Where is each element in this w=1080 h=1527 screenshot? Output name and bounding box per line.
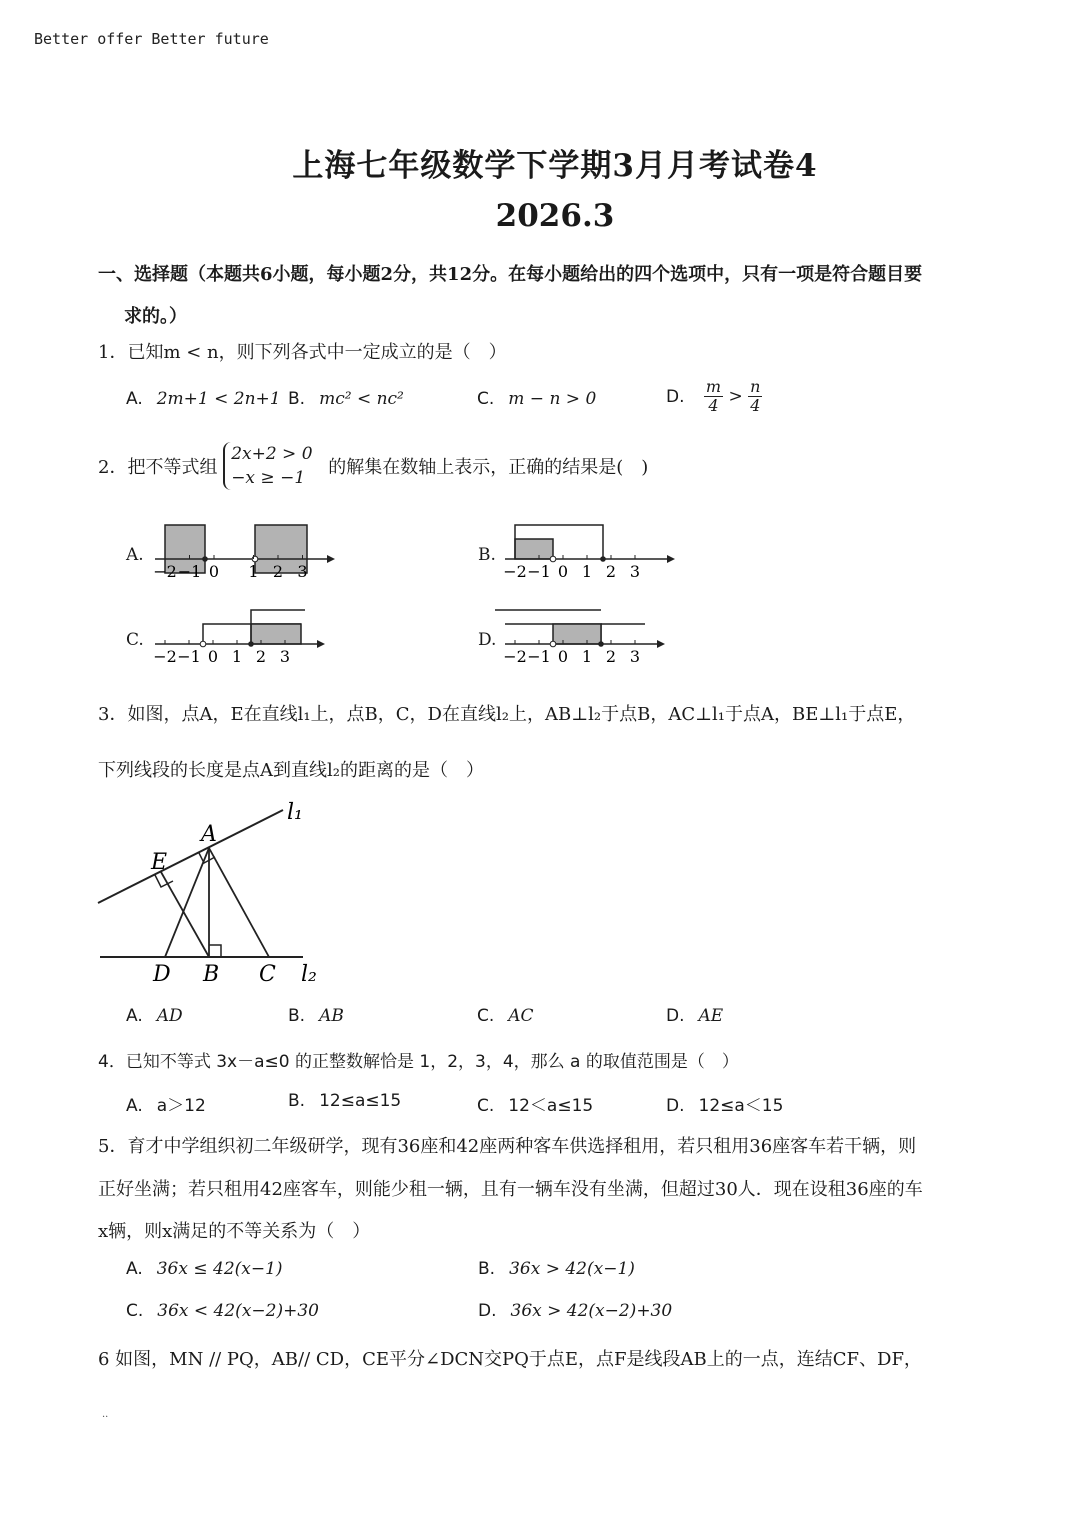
q3-geometry-figure	[95, 795, 335, 995]
label-c: C	[259, 962, 276, 987]
exam-date: 2026.3	[495, 198, 615, 234]
tick-label: 3	[629, 647, 641, 666]
q2-numberline-d	[505, 600, 695, 670]
axis-arrow	[327, 555, 335, 563]
q1-option-d	[666, 378, 762, 415]
q3-option-c: C. AC	[477, 1006, 534, 1026]
axis-arrow	[657, 640, 665, 648]
system-line-2: −x ≥ −1	[231, 468, 306, 488]
question-3-line2: 下列线段的长度是点A到直线l₂的距离的是（ ）	[98, 760, 484, 781]
tick-label: −2	[153, 647, 177, 666]
tick-label: −1	[177, 647, 201, 666]
option-label: A.	[126, 389, 143, 409]
question-5-line2: 正好坐满；若只租用42座客车，则能少租一辆，且有一辆车没有坐满，但超过30人．现在设租36座的车	[98, 1179, 923, 1200]
question-6-line1: 6 如图，MN // PQ，AB// CD，CE平分∠DCN交PQ于点E，点F是线段AB上的一点，连结CF、DF，	[98, 1349, 922, 1370]
header-tag: Better offer Better future	[34, 30, 269, 48]
q1-option-b	[288, 389, 404, 409]
tick-label: 0	[557, 647, 569, 666]
q2-option-d-label: D.	[478, 630, 497, 650]
tick-label: −2	[503, 562, 527, 581]
page-title: 上海七年级数学下学期3月月考试卷4	[292, 148, 818, 184]
tick-label: 1	[581, 647, 593, 666]
option-label: C.	[477, 389, 495, 409]
tick-label: 1	[581, 562, 593, 581]
label-l1: l₁	[287, 800, 303, 825]
section-heading-line2: 求的。）	[124, 306, 187, 327]
tick-label: 3	[297, 562, 308, 581]
q2-option-c-label: C.	[126, 630, 144, 650]
option-text: m − n > 0	[508, 389, 597, 409]
q5-option-d: D. 36x > 42(x−2)+30	[478, 1301, 673, 1321]
label-a: A	[201, 822, 217, 847]
tick-label: −1	[527, 562, 551, 581]
q4-option-a: A. a＞12	[126, 1096, 206, 1116]
comparison-op: >	[728, 386, 743, 407]
q2-option-b-label: B.	[478, 545, 496, 565]
solid-dot	[598, 641, 604, 647]
shaded-region	[553, 624, 601, 644]
tick-label: 0	[207, 647, 219, 666]
q4-option-c: C. 12＜a≤15	[477, 1096, 594, 1116]
tick-label: −1	[177, 562, 202, 581]
option-text: mc² < nc²	[319, 389, 404, 409]
solid-dot	[248, 641, 254, 647]
q5-option-b: B. 36x > 42(x−1)	[478, 1259, 635, 1279]
label-l2: l₂	[301, 962, 317, 987]
footer-mark: ··	[102, 1412, 109, 1423]
tick-label: −2	[503, 647, 527, 666]
question-4-stem: 4．已知不等式 3x－a≤0 的正整数解恰是 1，2，3，4，那么 a 的取值范围是（ ）	[98, 1052, 739, 1072]
open-dot	[200, 641, 206, 647]
question-5-line3: x辆，则x满足的不等关系为（ ）	[98, 1221, 371, 1242]
section-heading-line1: 一、选择题（本题共6小题，每小题2分，共12分。在每小题给出的四个选项中，只有一项是符合题目要	[98, 264, 923, 285]
q2-stem-suffix: 的解集在数轴上表示，正确的结果是( )	[328, 457, 649, 478]
line-l1	[98, 810, 283, 903]
q2-numberline-b	[505, 515, 695, 585]
shaded-region	[515, 539, 553, 559]
q3-option-d: D. AE	[666, 1006, 724, 1026]
question-1-stem: 1．已知m < n，则下列各式中一定成立的是（ ）	[98, 342, 507, 363]
q4-option-b: B. 12≤a≤15	[288, 1091, 402, 1111]
section-heading	[98, 254, 998, 338]
tick-label: 0	[557, 562, 569, 581]
q4-option-d: D. 12≤a＜15	[666, 1096, 784, 1116]
q5-option-a: A. 36x ≤ 42(x−1)	[126, 1259, 283, 1279]
right-angle-b	[209, 945, 221, 957]
axis-arrow	[317, 640, 325, 648]
tick-label: 3	[279, 647, 291, 666]
tick-label: −1	[527, 647, 551, 666]
tick-label: 2	[272, 562, 284, 581]
q1-option-c	[477, 389, 596, 409]
tick-label: 2	[255, 647, 267, 666]
q2-numberline-c	[155, 600, 345, 670]
segment-ad	[165, 848, 209, 957]
question-2-stem	[98, 442, 648, 490]
solid-dot	[202, 556, 208, 562]
option-text: 2m+1 < 2n+1	[156, 389, 281, 409]
open-dot	[550, 556, 556, 562]
tick-label: 0	[208, 562, 220, 581]
label-e: E	[151, 850, 168, 875]
segment-ac	[209, 848, 269, 957]
tick-label: −2	[153, 562, 177, 581]
tick-label: 2	[605, 647, 617, 666]
question-5-line1: 5．育才中学组织初二年级研学，现有36座和42座两种客车供选择租用，若只租用36座客车若干辆，则	[98, 1136, 917, 1157]
tick-label: 1	[231, 647, 243, 666]
q3-option-b: B. AB	[288, 1006, 344, 1026]
system-line-1: 2x+2 > 0	[231, 444, 313, 464]
q2-option-a-label: A.	[126, 545, 144, 565]
shaded-region	[251, 624, 301, 644]
fraction-n-over-4: $\frac{n}{4}$	[750, 377, 761, 415]
tick-label: 2	[605, 562, 617, 581]
segment-be	[161, 872, 209, 957]
inequality-system	[223, 442, 312, 490]
question-3-line1: 3．如图，点A，E在直线l₁上，点B，C，D在直线l₂上，AB⊥l₂于点B，AC⊥l₁于点A，BE⊥l₁于点E，	[98, 704, 916, 725]
q1-option-a	[126, 389, 281, 409]
tick-label: 1	[248, 562, 259, 581]
q5-option-c: C. 36x < 42(x−2)+30	[126, 1301, 319, 1321]
tick-label: 3	[629, 562, 641, 581]
fraction-m-over-4: $\frac{m}{4}$	[705, 377, 722, 415]
option-label: D.	[666, 386, 685, 407]
option-label: B.	[288, 389, 306, 409]
axis-arrow	[667, 555, 675, 563]
label-d: D	[153, 962, 171, 987]
open-dot	[550, 641, 556, 647]
q3-option-a: A. AD	[126, 1006, 183, 1026]
label-b: B	[203, 962, 220, 987]
q2-stem-prefix: 2．把不等式组	[98, 457, 218, 478]
q2-numberline-a	[155, 515, 345, 585]
solid-dot	[600, 556, 606, 562]
